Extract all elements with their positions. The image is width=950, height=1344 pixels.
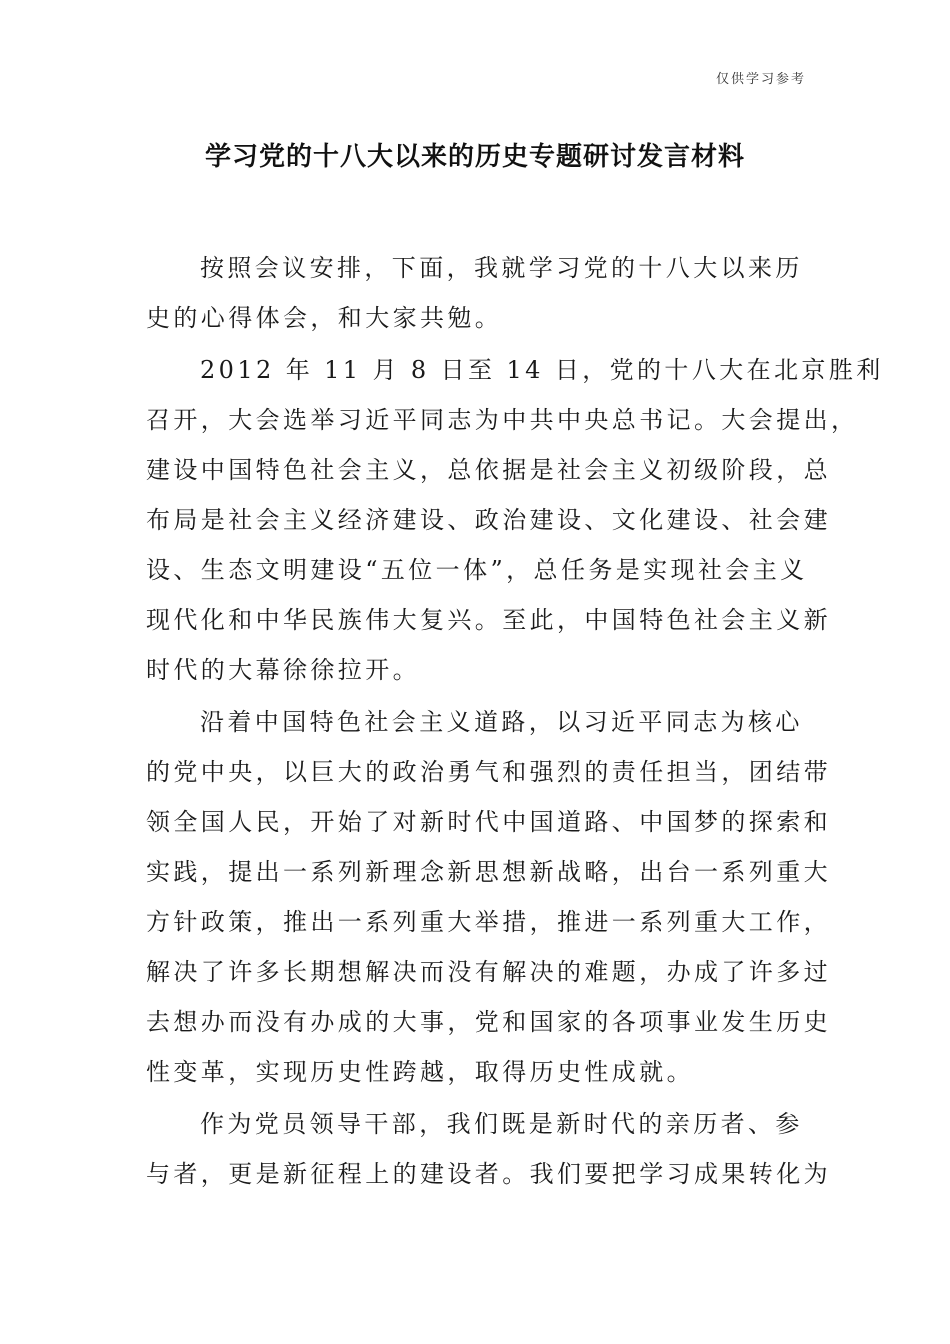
header-note: 仅供学习参考: [715, 72, 806, 87]
body-line: 召开，大会选举习近平同志为中共中央总书记。大会提出，: [146, 406, 859, 434]
body-line: 领全国人民，开始了对新时代中国道路、中国梦的探索和: [146, 808, 831, 836]
body-line: 作为党员领导干部，我们既是新时代的亲历者、参: [200, 1110, 803, 1138]
body-line: 2012 年 11 月 8 日至 14 日，党的十八大在北京胜利: [200, 356, 884, 384]
body-line: 沿着中国特色社会主义道路，以习近平同志为核心: [200, 708, 803, 736]
body-line: 按照会议安排，下面，我就学习党的十八大以来历: [200, 254, 803, 282]
body-line: 性变革，实现历史性跨越，取得历史性成就。: [146, 1058, 694, 1086]
body-line: 建设中国特色社会主义，总依据是社会主义初级阶段，总: [146, 456, 831, 484]
body-line: 解决了许多长期想解决而没有解决的难题，办成了许多过: [146, 958, 831, 986]
body-line: 方针政策，推出一系列重大举措，推进一系列重大工作，: [146, 908, 831, 936]
body-line: 实践，提出一系列新理念新思想新战略，出台一系列重大: [146, 858, 831, 886]
body-line: 时代的大幕徐徐拉开。: [146, 656, 420, 684]
body-line: 现代化和中华民族伟大复兴。至此，中国特色社会主义新: [146, 606, 831, 634]
body-line: 设、生态文明建设“五位一体”，总任务是实现社会主义: [146, 556, 808, 584]
body-line: 布局是社会主义经济建设、政治建设、文化建设、社会建: [146, 506, 831, 534]
body-line: 的党中央，以巨大的政治勇气和强烈的责任担当，团结带: [146, 758, 831, 786]
document-title: 学习党的十八大以来的历史专题研讨发言材料: [204, 142, 745, 172]
body-line: 史的心得体会，和大家共勉。: [146, 304, 503, 332]
body-line: 与者，更是新征程上的建设者。我们要把学习成果转化为: [146, 1160, 831, 1188]
body-line: 去想办而没有办成的大事，党和国家的各项事业发生历史: [146, 1008, 831, 1036]
